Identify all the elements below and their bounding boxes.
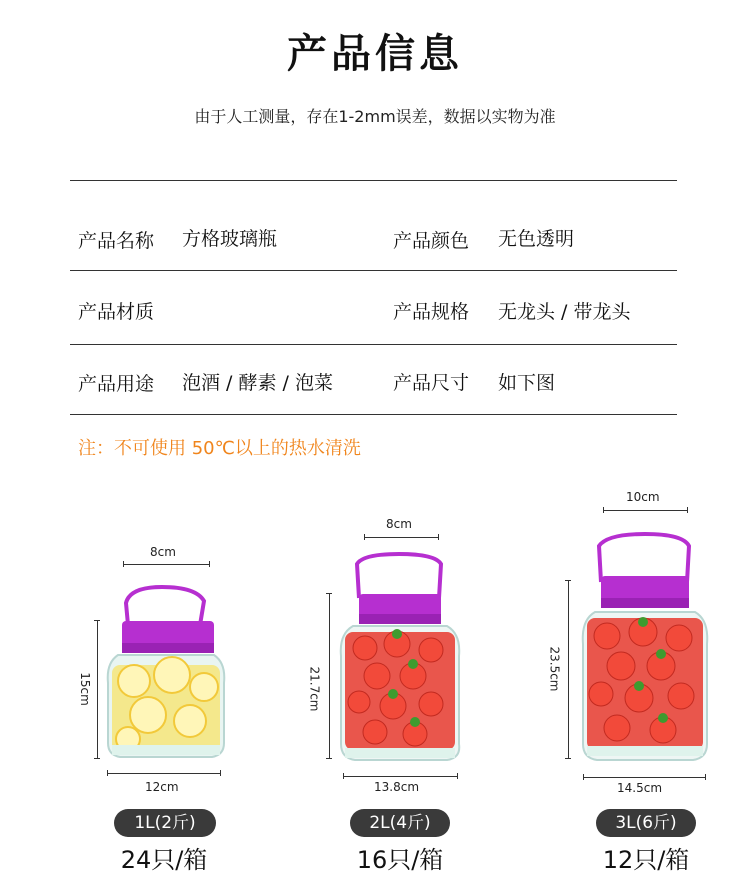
- height-label: 23.5cm: [547, 646, 562, 692]
- dimension-line: [364, 537, 438, 538]
- spec-label-name: 产品名称: [78, 230, 155, 252]
- dimension-line: [583, 777, 705, 778]
- spec-label-color: 产品颜色: [393, 230, 470, 252]
- dimension-line: [603, 510, 687, 511]
- dimension-tick: [457, 773, 458, 779]
- pack-quantity: 12只/箱: [602, 846, 690, 874]
- dimension-tick: [326, 758, 332, 759]
- dimension-line: [97, 620, 98, 758]
- dimension-line: [107, 773, 220, 774]
- spec-value-name: 方格玻璃瓶: [182, 228, 278, 250]
- jar-1l-lemon-icon: [100, 583, 230, 765]
- spec-value-color: 无色透明: [498, 228, 575, 250]
- dimension-tick: [220, 770, 221, 776]
- top-width-label: 8cm: [150, 545, 176, 559]
- dimension-tick: [364, 534, 365, 540]
- bottom-width-label: 13.8cm: [374, 780, 420, 794]
- pack-quantity: 16只/箱: [356, 846, 444, 874]
- spec-value-size: 如下图: [498, 372, 556, 394]
- capacity-badge: 3L(6斤): [596, 809, 696, 837]
- dimension-tick: [438, 534, 439, 540]
- spec-value-usage: 泡酒 / 酵素 / 泡菜: [182, 372, 333, 394]
- top-width-label: 10cm: [626, 490, 660, 504]
- spec-value-spec: 无龙头 / 带龙头: [498, 301, 631, 323]
- top-width-label: 8cm: [386, 517, 412, 531]
- dimension-tick: [343, 773, 344, 779]
- capacity-badge: 2L(4斤): [350, 809, 450, 837]
- dimension-tick: [107, 770, 108, 776]
- dimension-line: [329, 593, 330, 758]
- page-title: 产品信息: [287, 31, 463, 77]
- dimension-line: [343, 776, 457, 777]
- spec-label-size: 产品尺寸: [393, 372, 470, 394]
- dimension-tick: [565, 580, 571, 581]
- spec-label-material: 产品材质: [78, 301, 155, 323]
- divider: [70, 414, 677, 415]
- dimension-tick: [123, 561, 124, 567]
- pack-quantity: 24只/箱: [120, 846, 208, 874]
- dimension-tick: [603, 507, 604, 513]
- spec-label-usage: 产品用途: [78, 373, 155, 395]
- jar-2l-strawberry-icon: [335, 552, 465, 765]
- dimension-tick: [687, 507, 688, 513]
- height-label: 15cm: [77, 672, 92, 706]
- bottom-width-label: 12cm: [145, 780, 179, 794]
- bottom-width-label: 14.5cm: [617, 781, 663, 795]
- dimension-tick: [565, 758, 571, 759]
- divider: [70, 344, 677, 345]
- dimension-tick: [705, 774, 706, 780]
- capacity-badge: 1L(2斤): [114, 809, 216, 837]
- dimension-tick: [326, 593, 332, 594]
- dimension-line: [123, 564, 209, 565]
- washing-warning: 注：不可使用 50℃以上的热水清洗: [78, 438, 361, 459]
- dimension-line: [568, 580, 569, 758]
- dimension-tick: [209, 561, 210, 567]
- jar-3l-strawberry-icon: [577, 532, 713, 764]
- measurement-disclaimer: 由于人工测量，存在1-2mm误差，数据以实物为准: [194, 107, 556, 126]
- spec-label-spec: 产品规格: [393, 301, 470, 323]
- dimension-tick: [583, 774, 584, 780]
- divider: [70, 270, 677, 271]
- divider: [70, 180, 677, 181]
- height-label: 21.7cm: [307, 666, 322, 712]
